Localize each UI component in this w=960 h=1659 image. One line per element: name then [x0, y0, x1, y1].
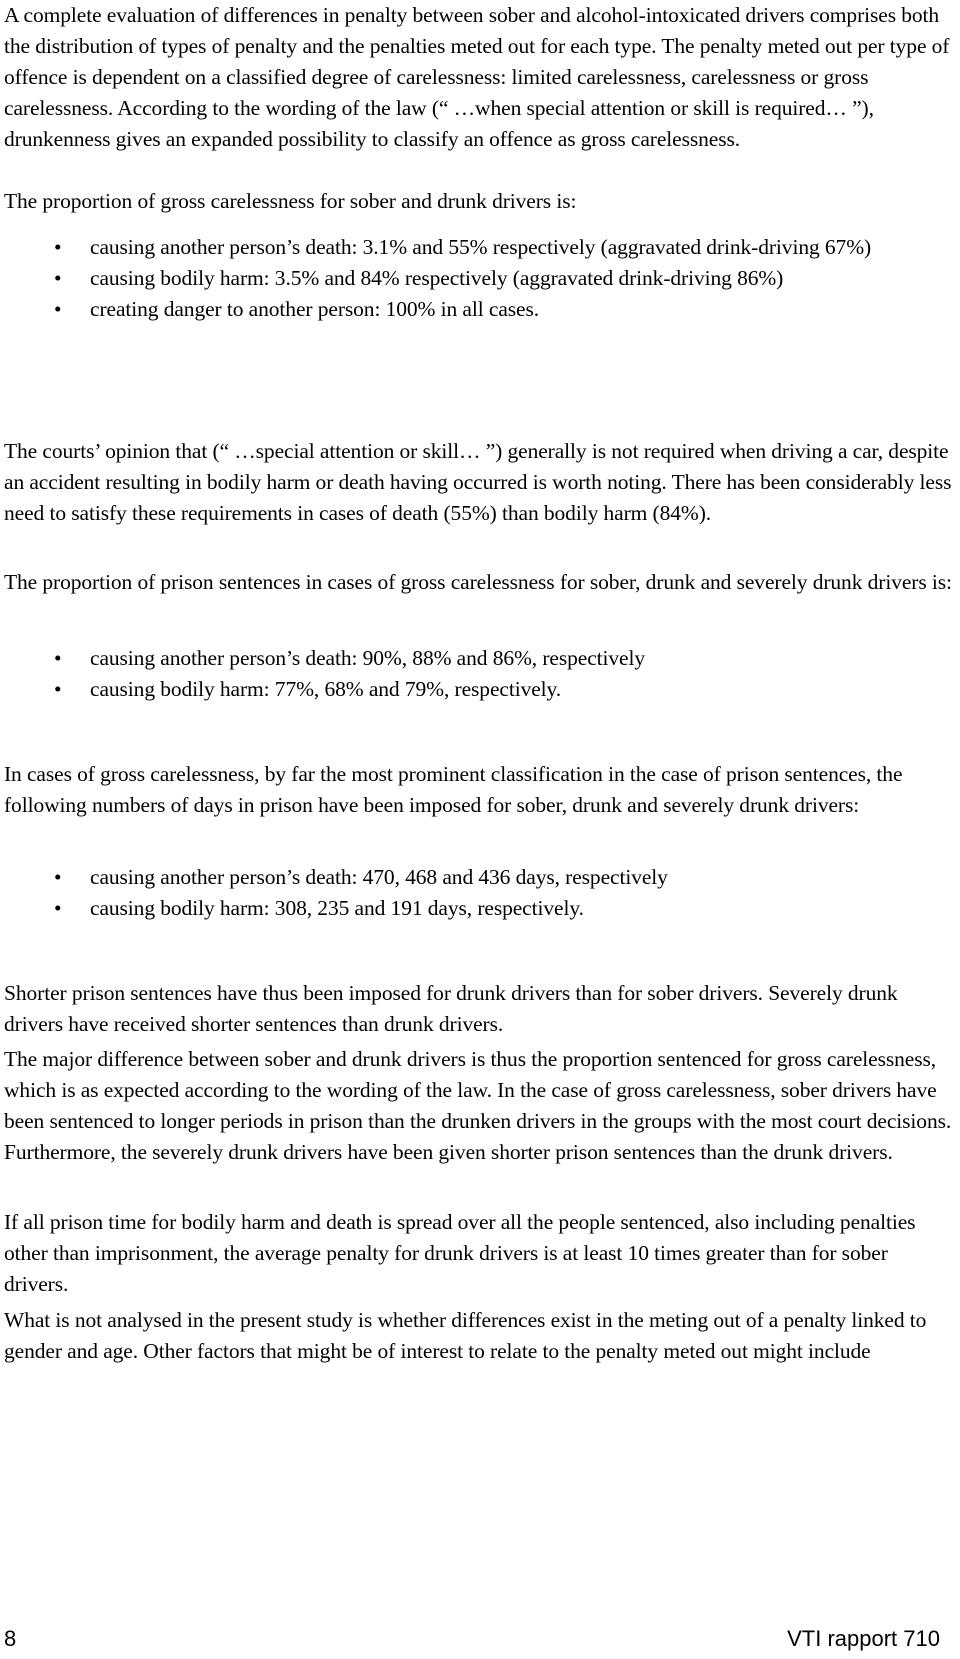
paragraph-courts-opinion: The courts’ opinion that (“ …special attention or skill… ”) generally is not required when driving a car, despite an accident resulting in bodily harm or death having occurred is worth noting. There has been considerably less need to satisfy these requirements in cases of death (55%) than bodily harm (84%).	[4, 439, 952, 525]
paragraph-shorter-sentences: Shorter prison sentences have thus been imposed for drunk drivers than for sober drivers. Severely drunk drivers have received shorter sentences than drunk drivers.	[4, 981, 898, 1036]
bullet-list-days-in-prison	[4, 862, 954, 924]
paragraph-gross-carelessness-proportion: The proportion of gross carelessness for sober and drunk drivers is:	[4, 189, 577, 213]
list-item: • causing another person’s death: 470, 468 and 436 days, respectively	[4, 862, 954, 893]
bullet-list-gross-carelessness	[4, 232, 954, 325]
bullet-icon: •	[54, 677, 62, 701]
paragraph-evaluation: A complete evaluation of differences in penalty between sober and alcohol-intoxicated drivers comprises both the distribution of types of penalty and the penalties meted out for each type. The penalty meted out per type of offence is dependent on a classified degree of carelessness: limited carelessness, carelessness or gross carelessness. According to the wording of the law (“ …when special attention or skill is required… ”), drunkenness gives an expanded possibility to classify an offence as gross carelessness.	[4, 3, 950, 151]
list-item: • causing bodily harm: 77%, 68% and 79%, respectively.	[4, 674, 954, 705]
bullet-icon: •	[54, 235, 62, 259]
bullet-icon: •	[54, 865, 62, 889]
paragraph-major-difference: The major difference between sober and drunk drivers is thus the proportion sentenced for gross carelessness, which is as expected according to the wording of the law. In the case of gross carelessness, sober drivers have been sentenced to longer periods in prison than the drunken drivers in the groups with the most court decisions. Furthermore, the severely drunk drivers have been given shorter prison sentences than the drunk drivers.	[4, 1047, 952, 1164]
paragraph-prison-proportion: The proportion of prison sentences in cases of gross carelessness for sober, drunk and severely drunk drivers is:	[4, 570, 952, 594]
report-label: VTI rapport 710	[787, 1626, 940, 1651]
list-item: • creating danger to another person: 100% in all cases.	[4, 294, 954, 325]
paragraph-not-analysed: What is not analysed in the present study is whether differences exist in the meting out of a penalty linked to gender and age. Other factors that might be of interest to relate to the penalty meted out might include	[4, 1308, 927, 1363]
paragraph-average-penalty: If all prison time for bodily harm and death is spread over all the people sentenced, also including penalties other than imprisonment, the average penalty for drunk drivers is at least 10 times greater than for sober drivers.	[4, 1210, 916, 1296]
list-item: • causing another person’s death: 3.1% and 55% respectively (aggravated drink-driving 67%)	[4, 232, 954, 263]
bullet-icon: •	[54, 297, 62, 321]
bullet-list-prison-proportion	[4, 643, 954, 705]
list-item: • causing bodily harm: 308, 235 and 191 days, respectively.	[4, 893, 954, 924]
page-number: 8	[4, 1626, 17, 1651]
list-item: • causing another person’s death: 90%, 88% and 86%, respectively	[4, 643, 954, 674]
paragraph-days-in-prison: In cases of gross carelessness, by far the most prominent classification in the case of prison sentences, the following numbers of days in prison have been imposed for sober, drunk and severely drunk drivers:	[4, 762, 903, 817]
bullet-icon: •	[54, 896, 62, 920]
bullet-icon: •	[54, 266, 62, 290]
bullet-icon: •	[54, 646, 62, 670]
list-item: • causing bodily harm: 3.5% and 84% respectively (aggravated drink-driving 86%)	[4, 263, 954, 294]
